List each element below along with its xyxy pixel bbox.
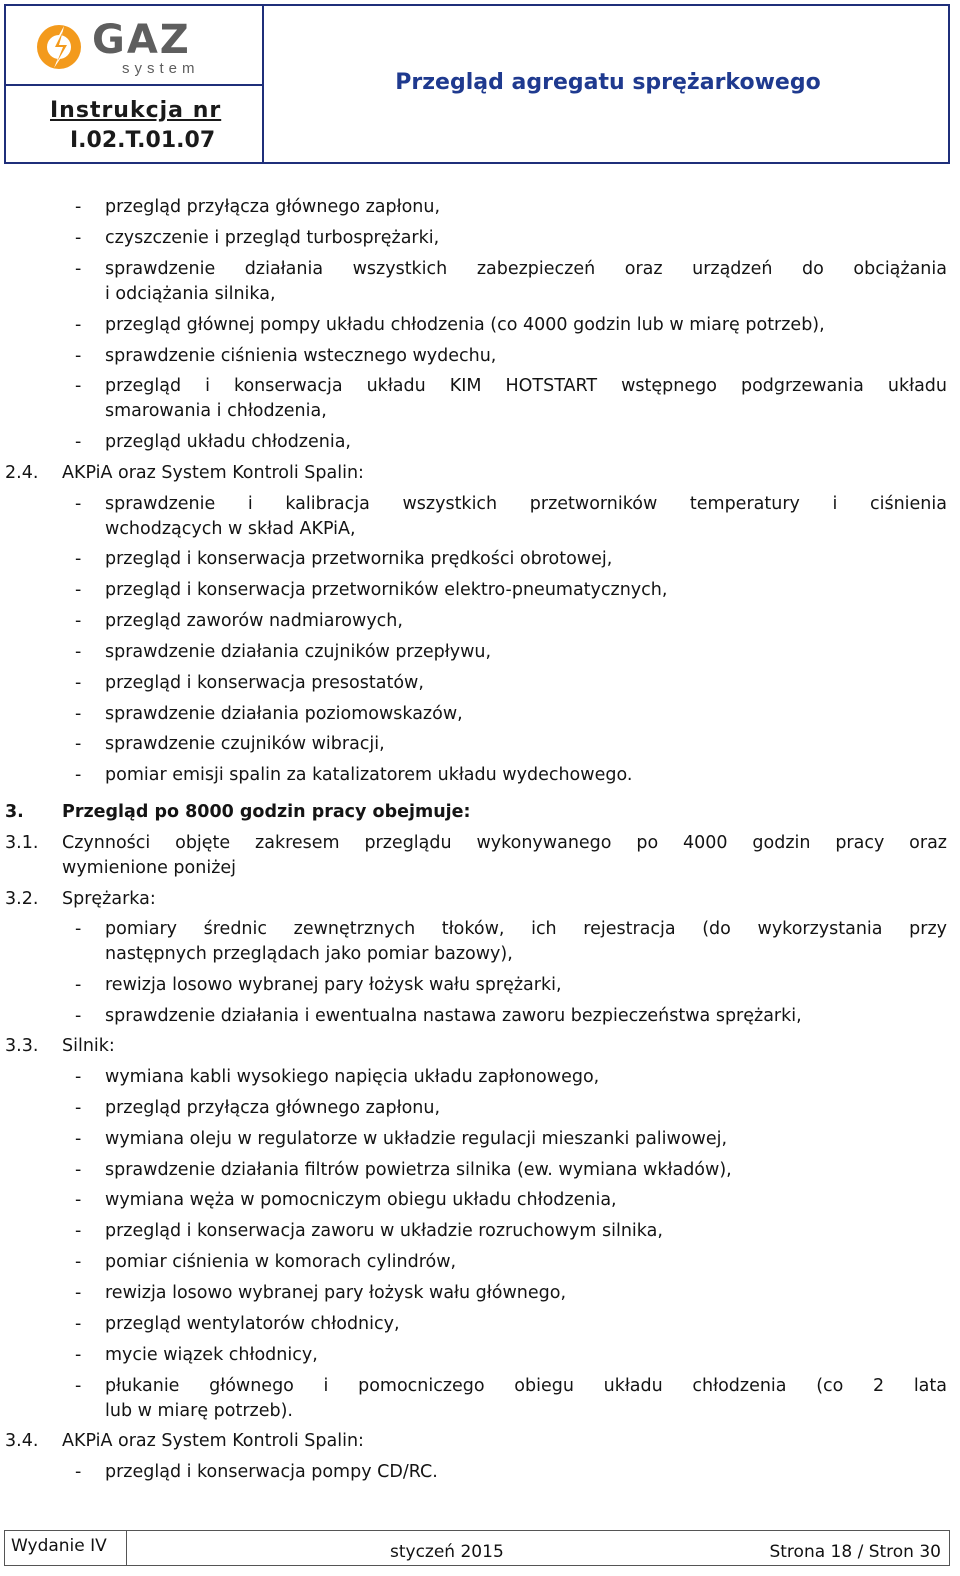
list-item: - <box>75 580 82 600</box>
footer-date: styczeń 2015 <box>390 1542 504 1562</box>
list-item-text: sprawdzenie działania czujników przepływu, <box>105 642 492 662</box>
list-item-text: czyszczenie i przegląd turbosprężarki, <box>105 228 440 248</box>
logo-subtext: system <box>122 60 200 77</box>
list-item-text: wymiana węża w pomocniczym obiegu układu chłodzenia, <box>105 1190 617 1210</box>
list-item: - <box>75 1190 82 1210</box>
list-item: - <box>75 197 82 217</box>
list-item-text: przegląd i konserwacja presostatów, <box>105 673 424 693</box>
list-item: - <box>75 1129 82 1149</box>
list-item: - <box>75 1098 82 1118</box>
logo-text: GAZ <box>92 17 191 63</box>
section-number: 3.4. <box>5 1431 39 1451</box>
list-item-text: sprawdzenie działania filtrów powietrza silnika (ew. wymiana wkładów), <box>105 1160 732 1180</box>
list-item-text: wymiana oleju w regulatorze w układzie regulacji mieszanki paliwowej, <box>105 1129 728 1149</box>
list-item: - <box>75 1252 82 1272</box>
list-item-text: sprawdzenie czujników wibracji, <box>105 734 385 754</box>
section-number: 3.2. <box>5 889 39 909</box>
page-number: Strona 18 / Stron 30 <box>769 1542 941 1562</box>
chapter-heading: Przegląd po 8000 godzin pracy obejmuje: <box>62 802 471 822</box>
list-item: - <box>75 549 82 569</box>
list-item: - <box>75 1160 82 1180</box>
list-item: - <box>75 765 82 785</box>
list-item: - <box>75 259 82 279</box>
instruction-number: I.02.T.01.07 <box>70 128 216 153</box>
logo-cell <box>6 6 262 86</box>
list-item-text: sprawdzenie działania wszystkich zabezpieczeń oraz urządzeń do obciążania <box>105 259 947 279</box>
list-item: - <box>75 704 82 724</box>
list-item-text: następnych przeglądach jako pomiar bazowy), <box>105 944 513 964</box>
list-item-text: lub w miarę potrzeb). <box>105 1401 293 1421</box>
list-item: - <box>75 734 82 754</box>
flame-icon <box>34 22 84 72</box>
list-item-text: rewizja losowo wybranej pary łożysk wału sprężarki, <box>105 975 562 995</box>
list-item: - <box>75 1221 82 1241</box>
list-item-text: pomiar emisji spalin za katalizatorem układu wydechowego. <box>105 765 633 785</box>
instruction-label: Instrukcja nr <box>50 98 222 123</box>
list-item: - <box>75 346 82 366</box>
header-left-cell <box>6 6 264 162</box>
list-item-text: przegląd przyłącza głównego zapłonu, <box>105 197 441 217</box>
section-text: wymienione poniżej <box>62 858 237 878</box>
list-item-text: pomiary średnic zewnętrznych tłoków, ich rejestracja (do wykorzystania przy <box>105 919 947 939</box>
list-item: - <box>75 1283 82 1303</box>
list-item-text: wymiana kabli wysokiego napięcia układu zapłonowego, <box>105 1067 600 1087</box>
chapter-number: 3. <box>5 802 24 822</box>
list-item-text: przegląd i konserwacja układu KIM HOTSTART wstępnego podgrzewania układu <box>105 376 947 396</box>
list-item: - <box>75 432 82 452</box>
list-item: - <box>75 1067 82 1087</box>
list-item: - <box>75 1345 82 1365</box>
list-item-text: przegląd i konserwacja przetwornika prędkości obrotowej, <box>105 549 613 569</box>
list-item: - <box>75 1462 82 1482</box>
list-item-text: płukanie głównego i pomocniczego obiegu układu chłodzenia (co 2 lata <box>105 1376 947 1396</box>
list-item-text: przegląd przyłącza głównego zapłonu, <box>105 1098 441 1118</box>
list-item: - <box>75 228 82 248</box>
list-item-text: przegląd układu chłodzenia, <box>105 432 351 452</box>
list-item-text: sprawdzenie działania poziomowskazów, <box>105 704 463 724</box>
list-item-text: rewizja losowo wybranej pary łożysk wału głównego, <box>105 1283 567 1303</box>
section-heading: AKPiA oraz System Kontroli Spalin: <box>62 1431 364 1451</box>
list-item-text: przegląd głównej pompy układu chłodzenia (co 4000 godzin lub w miarę potrzeb), <box>105 315 825 335</box>
section-heading: Silnik: <box>62 1036 115 1056</box>
document-header <box>4 4 950 164</box>
list-item: - <box>75 975 82 995</box>
list-item-text: sprawdzenie i kalibracja wszystkich przetworników temperatury i ciśnienia <box>105 494 947 514</box>
list-item-text: przegląd i konserwacja zaworu w układzie rozruchowym silnika, <box>105 1221 663 1241</box>
list-item-text: i odciążania silnika, <box>105 284 276 304</box>
edition-label: Wydanie IV <box>5 1531 127 1565</box>
document-footer <box>4 1530 950 1566</box>
list-item: - <box>75 919 82 939</box>
list-item-text: sprawdzenie ciśnienia wstecznego wydechu, <box>105 346 497 366</box>
list-item-text: przegląd zaworów nadmiarowych, <box>105 611 403 631</box>
list-item-text: sprawdzenie działania i ewentualna nastawa zaworu bezpieczeństwa sprężarki, <box>105 1006 802 1026</box>
list-item-text: mycie wiązek chłodnicy, <box>105 1345 318 1365</box>
list-item-text: przegląd i konserwacja pompy CD/RC. <box>105 1462 438 1482</box>
list-item-text: wchodzących w skład AKPiA, <box>105 519 356 539</box>
section-number: 3.1. <box>5 833 39 853</box>
section-number: 3.3. <box>5 1036 39 1056</box>
list-item: - <box>75 494 82 514</box>
list-item: - <box>75 1314 82 1334</box>
section-heading: Sprężarka: <box>62 889 156 909</box>
list-item-text: pomiar ciśnienia w komorach cylindrów, <box>105 1252 457 1272</box>
list-item: - <box>75 673 82 693</box>
section-heading: AKPiA oraz System Kontroli Spalin: <box>62 463 364 483</box>
document-title: Przegląd agregatu sprężarkowego <box>395 70 821 95</box>
section-number: 2.4. <box>5 463 39 483</box>
gaz-system-logo <box>34 18 244 80</box>
list-item-text: przegląd i konserwacja przetworników elektro-pneumatycznych, <box>105 580 668 600</box>
list-item: - <box>75 315 82 335</box>
list-item: - <box>75 642 82 662</box>
section-text: Czynności objęte zakresem przeglądu wykonywanego po 4000 godzin pracy oraz <box>62 833 947 853</box>
list-item: - <box>75 1376 82 1396</box>
list-item-text: smarowania i chłodzenia, <box>105 401 327 421</box>
list-item-text: przegląd wentylatorów chłodnicy, <box>105 1314 400 1334</box>
list-item: - <box>75 611 82 631</box>
list-item: - <box>75 376 82 396</box>
list-item: - <box>75 1006 82 1026</box>
